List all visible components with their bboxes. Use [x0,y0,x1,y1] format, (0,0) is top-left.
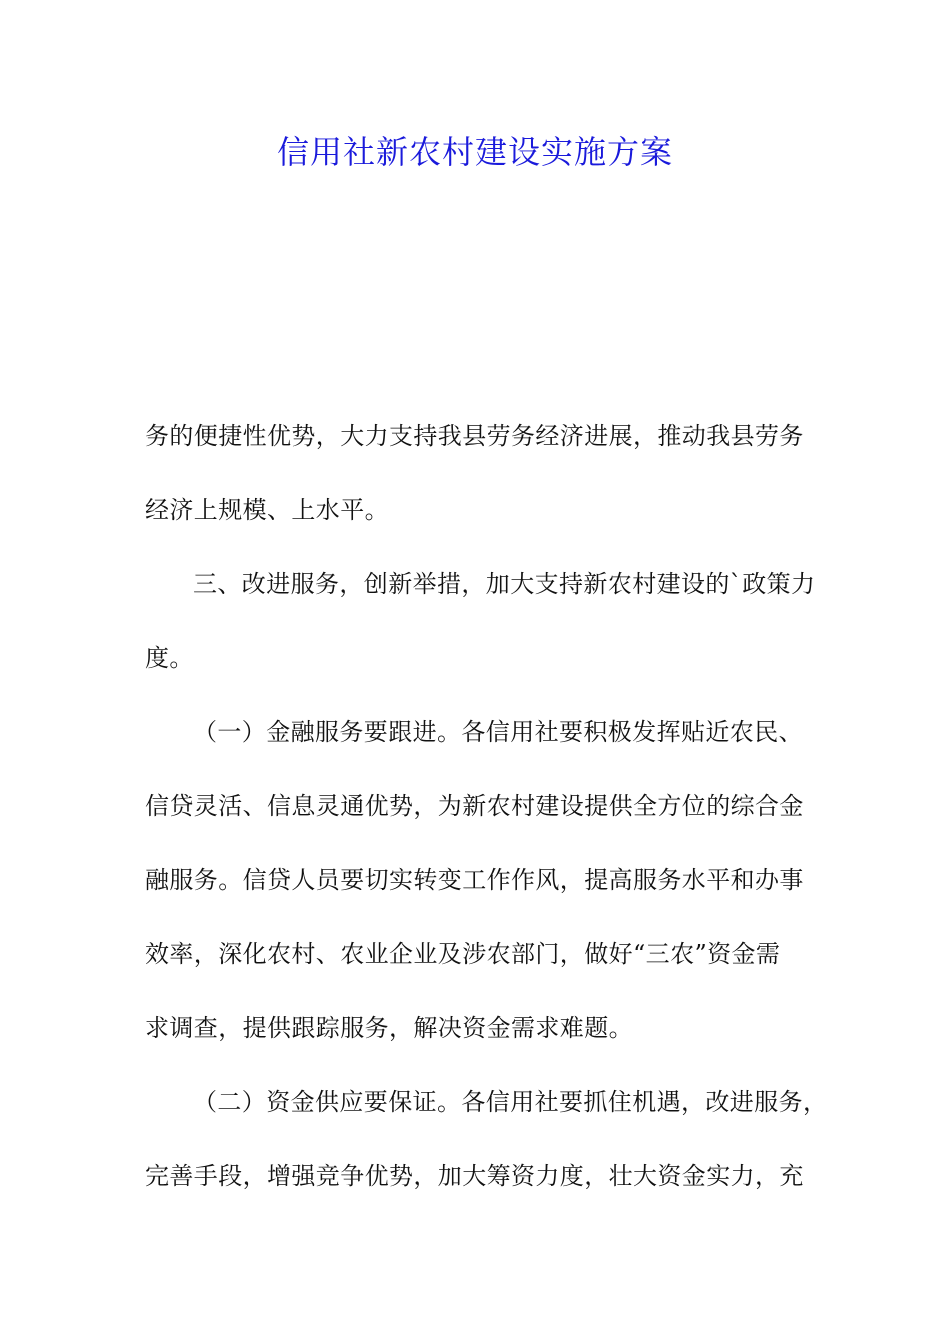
body-line: 信贷灵活、信息灵通优势，为新农村建设提供全方位的综合金 [145,792,804,820]
document-body [145,414,828,1228]
body-line: 务的便捷性优势，大力支持我县劳务经济进展，推动我县劳务 [145,422,804,450]
document-title: 信用社新农村建设实施方案 [276,133,673,171]
body-line: 度。 [145,644,194,672]
subsection-line: （一）金融服务要跟进。各信用社要积极发挥贴近农民、 [193,718,803,746]
body-line: 求调查，提供跟踪服务，解决资金需求难题。 [145,1014,633,1042]
body-line: 融服务。信贷人员要切实转变工作作风，提高服务水平和办事 [145,866,804,894]
section-heading-line: 三、改进服务，创新举措，加大支持新农村建设的`政策力 [193,570,816,598]
body-line: 经济上规模、上水平。 [145,496,389,524]
subsection-line: （二）资金供应要保证。各信用社要抓住机遇，改进服务， [193,1088,828,1116]
body-line: 效率，深化农村、农业企业及涉农部门，做好“三农”资金需 [145,940,781,968]
body-line: 完善手段，增强竞争优势，加大筹资力度，壮大资金实力，充 [145,1162,804,1190]
